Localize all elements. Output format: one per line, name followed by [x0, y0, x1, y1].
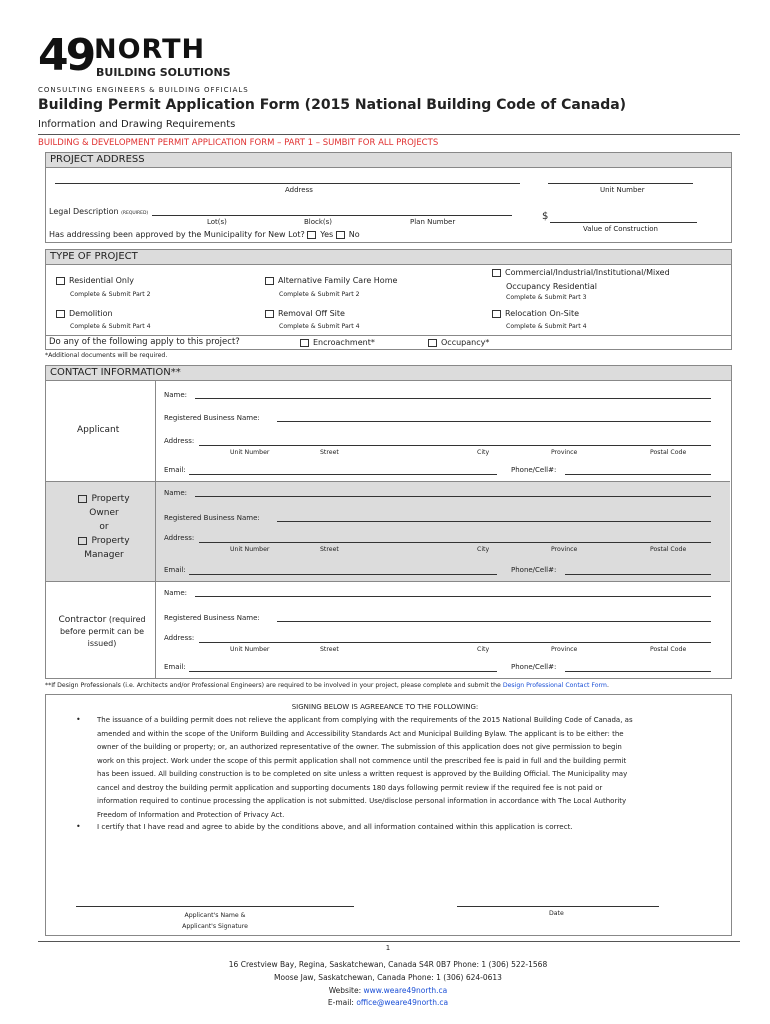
- applicant-label: Applicant: [77, 425, 120, 435]
- contractor-postal-label: Postal Code: [650, 646, 687, 653]
- owner-city-label: City: [477, 546, 490, 553]
- contact-label-divider: [155, 381, 156, 678]
- applicant-postal-label: Postal Code: [650, 449, 687, 456]
- occupancy-checkbox[interactable]: [428, 339, 437, 347]
- design-professional-note: **If Design Professionals (i.e. Architects and/or Professional Engineers) are required to be involved in your project, please complete and submit the Design Professional Contact Form.: [45, 682, 609, 689]
- contractor-unit-label: Unit Number: [230, 646, 270, 653]
- value-input[interactable]: [550, 222, 697, 223]
- demolition-sub: Complete & Submit Part 4: [70, 323, 151, 330]
- type-family-care[interactable]: Alternative Family Care Home: [265, 276, 397, 285]
- type-of-project-header: TYPE OF PROJECT: [45, 249, 732, 265]
- agreement-bullet-2: •: [76, 822, 81, 831]
- relocation-checkbox[interactable]: [492, 310, 501, 318]
- removal-checkbox[interactable]: [265, 310, 274, 318]
- logo-sub: BUILDING SOLUTIONS: [96, 66, 231, 79]
- contractor-phone-input[interactable]: [565, 671, 711, 672]
- contractor-street-label: Street: [320, 646, 339, 653]
- footer-moosejaw: Moose Jaw, Saskatchewan, Canada Phone: 1 (306) 624-0613: [274, 973, 502, 982]
- unit-number-input[interactable]: [548, 183, 693, 184]
- email-link[interactable]: office@weare49north.ca: [356, 998, 449, 1007]
- applicant-phone-input[interactable]: [565, 474, 711, 475]
- contractor-city-label: City: [477, 646, 490, 653]
- agreement-heading: SIGNING BELOW IS AGREEANCE TO THE FOLLOWING:: [291, 703, 479, 711]
- agreement-bullet-1: •: [76, 715, 81, 724]
- form-title: Building Permit Application Form (2015 National Building Code of Canada): [38, 97, 627, 113]
- address-input[interactable]: [55, 183, 520, 184]
- commercial-sub: Complete & Submit Part 3: [506, 294, 587, 301]
- applicant-name-input[interactable]: [195, 398, 711, 399]
- owner-province-label: Province: [551, 546, 578, 553]
- commercial-checkbox[interactable]: [492, 269, 501, 277]
- footer-address: 16 Crestview Bay, Regina, Saskatchewan, Canada S4R 0B7 Phone: 1 (306) 522-1568: [228, 960, 548, 969]
- value-label: Value of Construction: [583, 225, 658, 233]
- applicant-email-input[interactable]: [189, 474, 497, 475]
- contractor-email-input[interactable]: [189, 671, 497, 672]
- plan-number-label: Plan Number: [410, 218, 456, 226]
- part-heading: BUILDING & DEVELOPMENT PERMIT APPLICATION FORM – PART 1 – SUMBIT FOR ALL PROJECTS: [38, 138, 439, 148]
- encroachment-option[interactable]: Encroachment*: [300, 338, 375, 347]
- applicant-address-input[interactable]: [199, 445, 711, 446]
- applicant-unit-label: Unit Number: [230, 449, 270, 456]
- certify-statement: I certify that I have read and agree to abide by the conditions above, and all information contained within this application is correct.: [97, 822, 573, 831]
- additional-note: *Additional documents will be required.: [45, 352, 168, 359]
- logo-number: 49: [38, 30, 94, 81]
- owner-business-label: Registered Business Name:: [164, 514, 260, 522]
- removal-sub: Complete & Submit Part 4: [279, 323, 360, 330]
- applicant-province-label: Province: [551, 449, 578, 456]
- website-link[interactable]: www.weare49north.ca: [363, 986, 448, 995]
- owner-address-input[interactable]: [199, 542, 711, 543]
- applicant-phone-label: Phone/Cell#:: [511, 466, 557, 474]
- contractor-name-label: Name:: [164, 589, 188, 597]
- owner-email-label: Email:: [164, 566, 186, 574]
- demolition-checkbox[interactable]: [56, 310, 65, 318]
- dollar-sign: $: [542, 211, 549, 222]
- manager-checkbox[interactable]: [78, 537, 87, 545]
- yes-checkbox[interactable]: [307, 231, 316, 239]
- owner-postal-label: Postal Code: [650, 546, 687, 553]
- type-removal[interactable]: Removal Off Site: [265, 309, 345, 318]
- type-demolition[interactable]: Demolition: [56, 309, 113, 318]
- no-checkbox[interactable]: [336, 231, 345, 239]
- addressing-question: Has addressing been approved by the Municipality for New Lot? Yes No: [49, 230, 360, 239]
- owner-name-label: Name:: [164, 489, 188, 497]
- unit-number-label: Unit Number: [600, 186, 645, 194]
- footer-website: Website: www.weare49north.ca: [328, 986, 448, 995]
- contractor-label: Contractor (required before permit can be issued): [58, 615, 146, 648]
- date-label: Date: [549, 910, 564, 917]
- owner-label: Property Owner or Property Manager: [74, 492, 134, 562]
- footer-email: E-mail: office@weare49north.ca: [327, 998, 449, 1007]
- company-logo: [38, 28, 258, 98]
- owner-street-label: Street: [320, 546, 339, 553]
- owner-business-input[interactable]: [277, 521, 711, 522]
- type-relocation[interactable]: Relocation On-Site: [492, 309, 579, 318]
- legal-description-label: Legal Description (REQUIRED): [49, 207, 149, 216]
- contractor-business-input[interactable]: [277, 621, 711, 622]
- commercial-label2: Occupancy Residential: [506, 282, 597, 291]
- applicant-name-label: Name:: [164, 391, 188, 399]
- type-residential[interactable]: Residential Only: [56, 276, 134, 285]
- page-number: 1: [385, 944, 391, 952]
- occupancy-option[interactable]: Occupancy*: [428, 338, 489, 347]
- family-care-checkbox[interactable]: [265, 277, 274, 285]
- residential-checkbox[interactable]: [56, 277, 65, 285]
- relocation-sub: Complete & Submit Part 4: [506, 323, 587, 330]
- date-line[interactable]: [457, 906, 659, 907]
- applicant-city-label: City: [477, 449, 490, 456]
- owner-address-label: Address:: [164, 534, 195, 542]
- family-care-sub: Complete & Submit Part 2: [279, 291, 360, 298]
- contractor-email-label: Email:: [164, 663, 186, 671]
- owner-name-input[interactable]: [195, 496, 711, 497]
- apply-question: Do any of the following apply to this project?: [49, 337, 240, 347]
- contractor-business-label: Registered Business Name:: [164, 614, 260, 622]
- owner-checkbox[interactable]: [78, 495, 87, 503]
- divider: [38, 134, 740, 135]
- applicant-email-label: Email:: [164, 466, 186, 474]
- design-form-link[interactable]: Design Professional Contact Form: [502, 682, 607, 689]
- footer-divider: [38, 941, 740, 942]
- residential-sub: Complete & Submit Part 2: [70, 291, 151, 298]
- logo-tagline: CONSULTING ENGINEERS & BUILDING OFFICIALS: [38, 86, 249, 94]
- contractor-address-input[interactable]: [199, 642, 711, 643]
- contractor-name-input[interactable]: [195, 596, 711, 597]
- applicant-street-label: Street: [320, 449, 339, 456]
- applicant-business-input[interactable]: [277, 421, 711, 422]
- contractor-province-label: Province: [551, 646, 578, 653]
- block-label: Block(s): [304, 218, 333, 226]
- project-address-header: PROJECT ADDRESS: [45, 152, 732, 168]
- contractor-phone-label: Phone/Cell#:: [511, 663, 557, 671]
- address-label: Address: [285, 186, 313, 194]
- logo-name: NORTH: [94, 34, 206, 65]
- agreement-paragraph: The issuance of a building permit does not relieve the applicant from complying with the requirements of the 2015 National Building Code of Canada, as amended and within the scope of the Uniform Building and Accessibility Standards Act and Municipal Building Bylaw. The applicant is to be either: the owner of the building or property; or, an authorized representative of the owner. The submission of this application does not give permission to begin work on this project. Work under the scope of this permit application shall not commence until the prescribed fee is paid in full and the building permit has been issued. All building construction is to be completed on site unless a written request is approved by the Building Official. The Municipality may cancel and destroy the building permit application and supporting documents 180 days following permit review if the required fee is not paid or information required to continue processing the application is not submitted. Use/disclose personal information in accordance with The Local Authority Freedom of Information and Protection of Privacy Act.: [97, 716, 633, 819]
- owner-phone-label: Phone/Cell#:: [511, 566, 557, 574]
- applicant-business-label: Registered Business Name:: [164, 414, 260, 422]
- signature-line[interactable]: [76, 906, 354, 907]
- encroachment-checkbox[interactable]: [300, 339, 309, 347]
- owner-phone-input[interactable]: [565, 574, 711, 575]
- lot-label: Lot(s): [207, 218, 227, 226]
- type-commercial[interactable]: Commercial/Industrial/Institutional/Mixed: [492, 268, 670, 277]
- contractor-address-label: Address:: [164, 634, 195, 642]
- signature-label: Applicant's Name & Applicant's Signature: [182, 912, 248, 930]
- contact-header: CONTACT INFORMATION**: [45, 365, 732, 381]
- owner-unit-label: Unit Number: [230, 546, 270, 553]
- applicant-address-label: Address:: [164, 437, 195, 445]
- form-subtitle: Information and Drawing Requirements: [38, 119, 236, 130]
- legal-description-input[interactable]: [152, 215, 512, 216]
- owner-email-input[interactable]: [189, 574, 497, 575]
